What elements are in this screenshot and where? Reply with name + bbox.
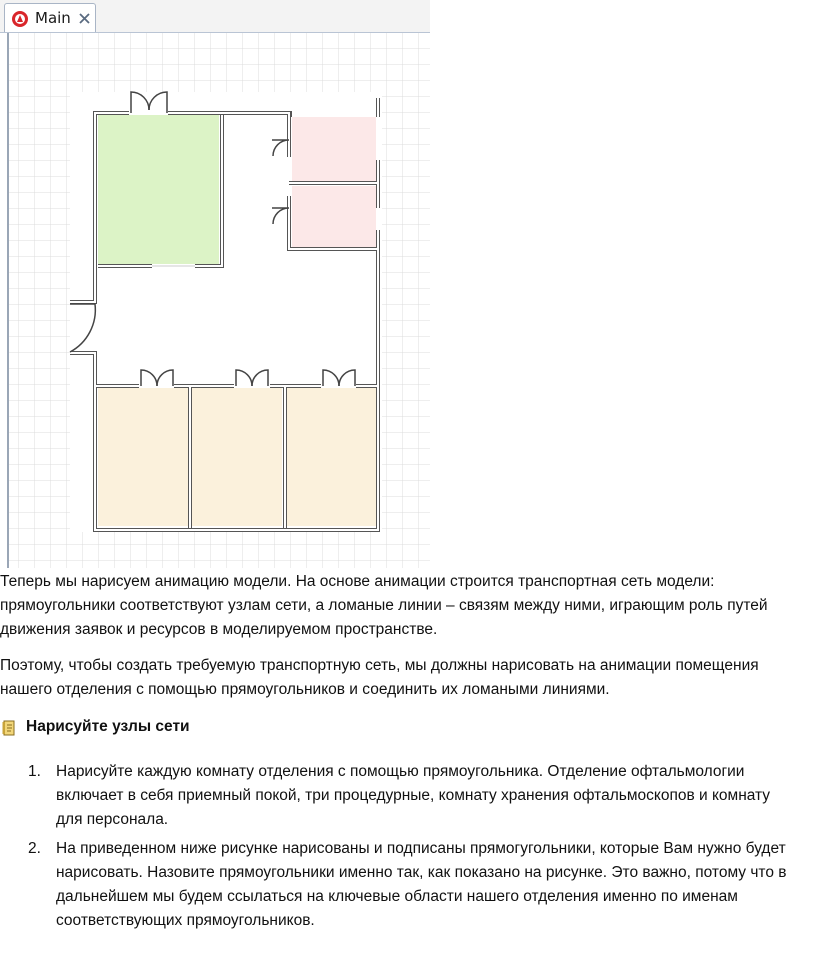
floor-plan-canvas[interactable] [7,33,430,568]
room-procedure-2[interactable] [192,388,282,526]
step-text: На приведенном ниже рисунке нарисованы и подписаны прямогугольники, которые Вам нужно будет нарисовать. Назовите прямоугольники именно так, как показано на рисунке. Это важно, потому что в дальнейшем мы будем ссылаться на ключевые области нашего отделения именно по именам соответствующих прямоугольников. [56,840,787,929]
step-number: 2. [28,840,41,857]
floor-plan-drawing [9,33,430,568]
steps-list [0,760,800,938]
step-text: Нарисуйте каждую комнату отделения с помощью прямоугольника. Отделение офтальмологии включает в себя приемный покой, три процедурные, комнату хранения офтальмоскопов и комнату для персонала. [56,763,771,828]
list-item [0,837,800,933]
tab-label: Main [35,9,71,27]
tab-main[interactable] [4,3,96,32]
room-procedure-3[interactable] [287,388,377,526]
paragraph-intro: Теперь мы нарисуем анимацию модели. На основе анимации строится транспортная сеть модели: прямоугольники соответствуют узлам сети, а ломаные линии – связям между ними, играющим роль путей движения заявок и ресурсов в моделируемом пространстве. [0,573,768,638]
room-staff[interactable] [292,186,376,247]
room-procedure-1[interactable] [98,388,188,526]
heading-text: Нарисуйте узлы сети [26,718,190,735]
task-note-icon [2,720,16,741]
paragraph-network: Поэтому, чтобы создать требуемую транспортную сеть, мы должны нарисовать на анимации помещения нашего отделения с помощью прямоугольников и соединить их ломаными линиями. [0,657,759,698]
room-reception[interactable] [98,115,219,264]
editor-tab-bar [0,0,430,33]
list-item [0,760,800,832]
anylogic-app-icon [11,10,29,33]
close-icon[interactable] [78,12,91,30]
editor-window [0,0,430,568]
step-number: 1. [28,763,41,780]
room-ophthalmoscopes[interactable] [292,117,376,182]
